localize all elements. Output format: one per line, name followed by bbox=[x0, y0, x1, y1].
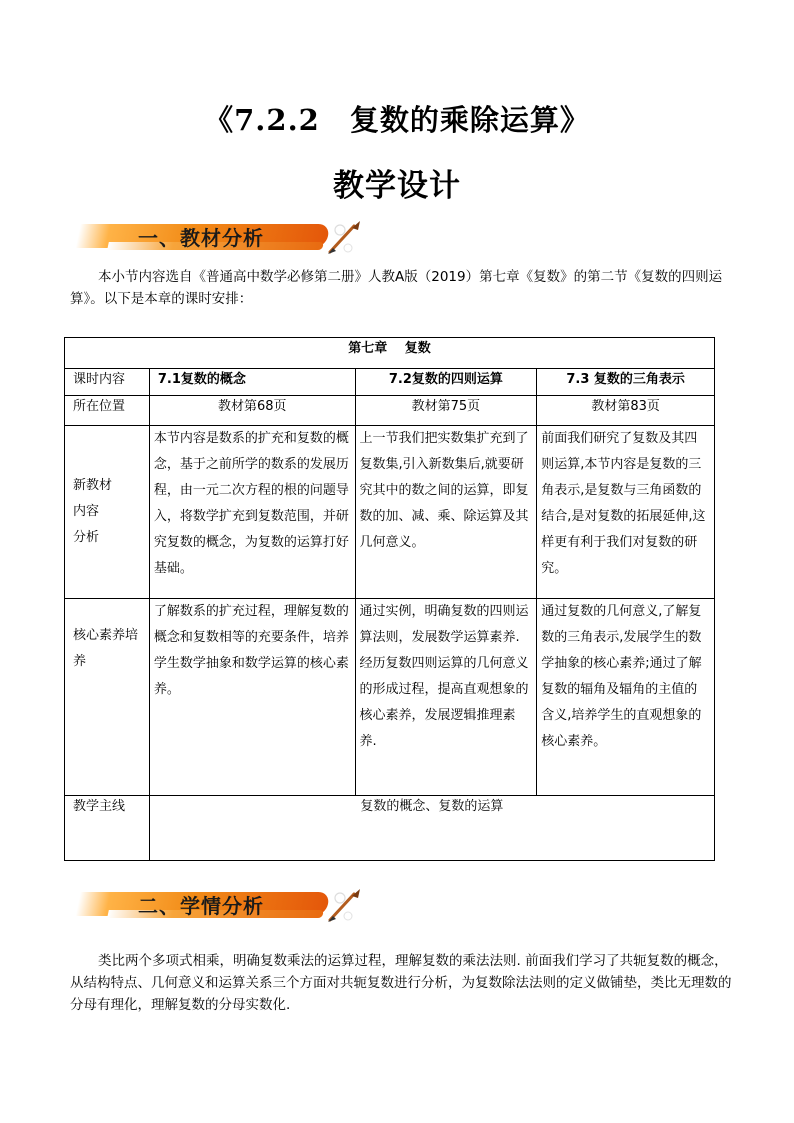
table-row bbox=[65, 369, 715, 396]
section1-paragraph: 本小节内容选自《普通高中数学必修第二册》人教A版（2019）第七章《复数》的第二节《复数的四则运算》。以下是本章的课时安排： bbox=[70, 269, 723, 307]
lesson-schedule-table bbox=[64, 337, 715, 861]
row-label: 新教材 内容 分析 bbox=[65, 426, 150, 599]
table-cell: 教材第68页 bbox=[149, 396, 355, 426]
brush-icon bbox=[324, 218, 364, 258]
table-cell: 教材第75页 bbox=[355, 396, 537, 426]
brush-icon bbox=[324, 886, 364, 926]
section-heading-1: 一、教材分析 bbox=[138, 226, 264, 250]
row-label: 核心素养培养 bbox=[65, 599, 150, 796]
row-label: 教学主线 bbox=[65, 796, 150, 861]
document-subtitle: 教学设计 bbox=[333, 168, 461, 204]
table-row bbox=[65, 796, 715, 861]
table-cell: 7.2复数的四则运算 bbox=[355, 369, 537, 396]
table-row bbox=[65, 396, 715, 426]
section-banner-2 bbox=[78, 886, 368, 928]
table-row bbox=[65, 599, 715, 796]
table-cell: 7.3 复数的三角表示 bbox=[537, 369, 715, 396]
table-cell: 教材第83页 bbox=[537, 396, 715, 426]
table-header-row bbox=[65, 338, 715, 369]
table-cell: 前面我们研究了复数及其四则运算,本节内容是复数的三角表示,是复数与三角函数的结合,是对复数的拓展延伸,这样更有利于我们对复数的研究。 bbox=[537, 426, 715, 599]
section-banner-1 bbox=[78, 218, 368, 260]
row-label: 所在位置 bbox=[65, 396, 150, 426]
table-cell: 通过复数的几何意义,了解复数的三角表示,发展学生的数学抽象的核心素养;通过了解复数的辐角及辐角的主值的含义,培养学生的直观想象的核心素养。 bbox=[537, 599, 715, 796]
table-cell-merged: 复数的概念、复数的运算 bbox=[149, 796, 714, 861]
section2-paragraph: 类比两个多项式相乘，明确复数乘法的运算过程，理解复数的乘法法则. 前面我们学习了共轭复数的概念，从结构特点、几何意义和运算关系三个方面对共轭复数进行分析，为复数除法法则的定义做铺垫，类比无理数的分母有理化，理解复数的分母实数化. bbox=[70, 953, 732, 1013]
table-cell: 本节内容是数系的扩充和复数的概念，基于之前所学的数系的发展历程，由一元二次方程的根的问题导入，将数学扩充到复数范围，并研究复数的概念，为复数的运算打好基础。 bbox=[149, 426, 355, 599]
table-header: 第七章 复数 bbox=[65, 338, 715, 369]
table-cell: 7.1复数的概念 bbox=[149, 369, 355, 396]
table-cell: 上一节我们把实数集扩充到了复数集,引入新数集后,就要研究其中的数之间的运算，即复数的加、减、乘、除运算及其几何意义。 bbox=[355, 426, 537, 599]
table-cell: 了解数系的扩充过程，理解复数的概念和复数相等的充要条件，培养学生数学抽象和数学运算的核心素养。 bbox=[149, 599, 355, 796]
table-row bbox=[65, 426, 715, 599]
section-heading-2: 二、学情分析 bbox=[138, 894, 264, 918]
table-cell: 通过实例，明确复数的四则运算法则，发展数学运算素养.经历复数四则运算的几何意义的形成过程，提高直观想象的核心素养，发展逻辑推理素养. bbox=[355, 599, 537, 796]
document-title: 《7.2.2 复数的乘除运算》 bbox=[204, 103, 590, 137]
row-label: 课时内容 bbox=[65, 369, 150, 396]
